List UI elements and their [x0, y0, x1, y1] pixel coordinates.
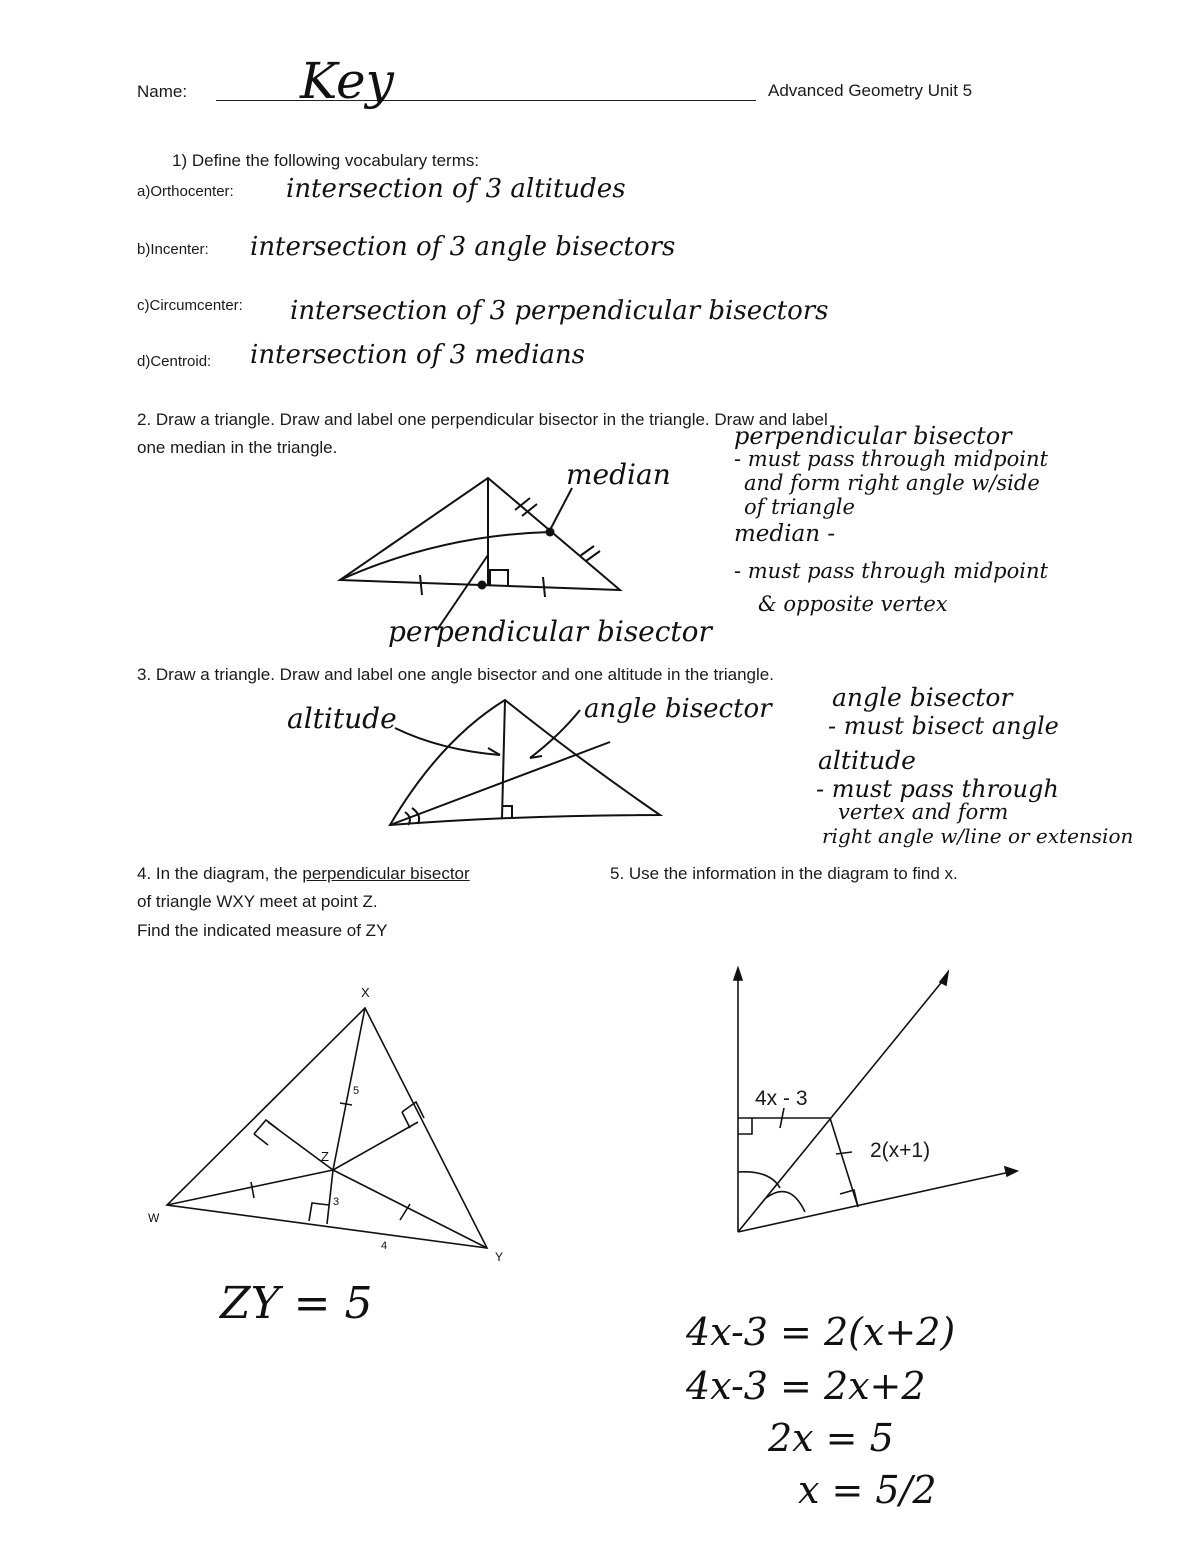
- q4-prompt-line2: of triangle WXY meet at point Z.: [137, 892, 378, 911]
- q3-note-4: - must pass through: [816, 775, 1059, 803]
- term-orthocenter-label: a)Orthocenter:: [137, 183, 234, 200]
- q4-answer: ZY = 5: [220, 1278, 373, 1329]
- q2-note-7: & opposite vertex: [758, 592, 948, 616]
- q2-prompt-line1: 2. Draw a triangle. Draw and label one perpendicular bisector in the triangle. Draw and label: [137, 410, 828, 429]
- q3-note-2: - must bisect angle: [828, 712, 1059, 740]
- name-label: Name:: [137, 82, 188, 101]
- q2-note-5: median -: [734, 521, 836, 547]
- q3-prompt: 3. Draw a triangle. Draw and label one angle bisector and one altitude in the triangle.: [137, 665, 774, 684]
- q2-note-1: perpendicular bisector: [734, 422, 1012, 450]
- q4-label-five: 5: [353, 1085, 360, 1097]
- q5-work-line2: 4x-3 = 2x+2: [686, 1364, 926, 1408]
- name-value: Key: [300, 52, 394, 110]
- q1-prompt: 1) Define the following vocabulary terms:: [172, 151, 480, 170]
- q4-prompt-line1-term: perpendicular bisector: [302, 864, 470, 883]
- q4-label-three: 3: [333, 1196, 340, 1208]
- term-circumcenter-label: c)Circumcenter:: [137, 297, 243, 314]
- q4-label-four: 4: [381, 1240, 388, 1252]
- q4-label-w: W: [148, 1211, 160, 1225]
- q3-label-angle-bisector: angle bisector: [584, 694, 772, 724]
- term-circumcenter-answer: intersection of 3 perpendicular bisectors: [290, 296, 829, 326]
- term-incenter-label: b)Incenter:: [137, 241, 209, 258]
- term-orthocenter-answer: intersection of 3 altitudes: [286, 174, 626, 204]
- q5-label-right: 2(x+1): [870, 1139, 931, 1162]
- q2-prompt-line2: one median in the triangle.: [137, 438, 338, 457]
- term-centroid-label: d)Centroid:: [137, 353, 212, 370]
- q2-note-3: and form right angle w/side: [744, 471, 1040, 495]
- q2-note-4: of triangle: [744, 495, 855, 519]
- q5-prompt: 5. Use the information in the diagram to find x.: [610, 864, 958, 883]
- q4-label-x: X: [361, 985, 370, 1000]
- term-centroid-answer: intersection of 3 medians: [250, 340, 585, 370]
- q5-work-line3: 2x = 5: [768, 1416, 894, 1460]
- q2-note-6: - must pass through midpoint: [734, 559, 1048, 583]
- q3-note-5: vertex and form: [838, 800, 1009, 824]
- q3-label-altitude: altitude: [287, 702, 397, 735]
- q2-note-2: - must pass through midpoint: [734, 447, 1048, 471]
- q5-label-top: 4x - 3: [755, 1087, 808, 1110]
- q3-note-1: angle bisector: [832, 683, 1013, 712]
- unit-title: Advanced Geometry Unit 5: [768, 81, 973, 100]
- q3-note-6: right angle w/line or extension: [822, 824, 1134, 848]
- q3-note-3: altitude: [818, 746, 916, 775]
- q4-prompt-line3: Find the indicated measure of ZY: [137, 921, 388, 940]
- q4-label-z: Z: [321, 1149, 329, 1164]
- q2-label-perp-bisector: perpendicular bisector: [388, 615, 712, 648]
- q2-label-median: median: [566, 458, 671, 491]
- term-incenter-answer: intersection of 3 angle bisectors: [250, 232, 676, 262]
- q4-prompt-line1-start: 4. In the diagram, the: [137, 864, 303, 883]
- q5-work-line4: x = 5/2: [798, 1468, 937, 1512]
- q5-work-line1: 4x-3 = 2(x+2): [686, 1310, 956, 1354]
- q4-label-y: Y: [495, 1250, 504, 1264]
